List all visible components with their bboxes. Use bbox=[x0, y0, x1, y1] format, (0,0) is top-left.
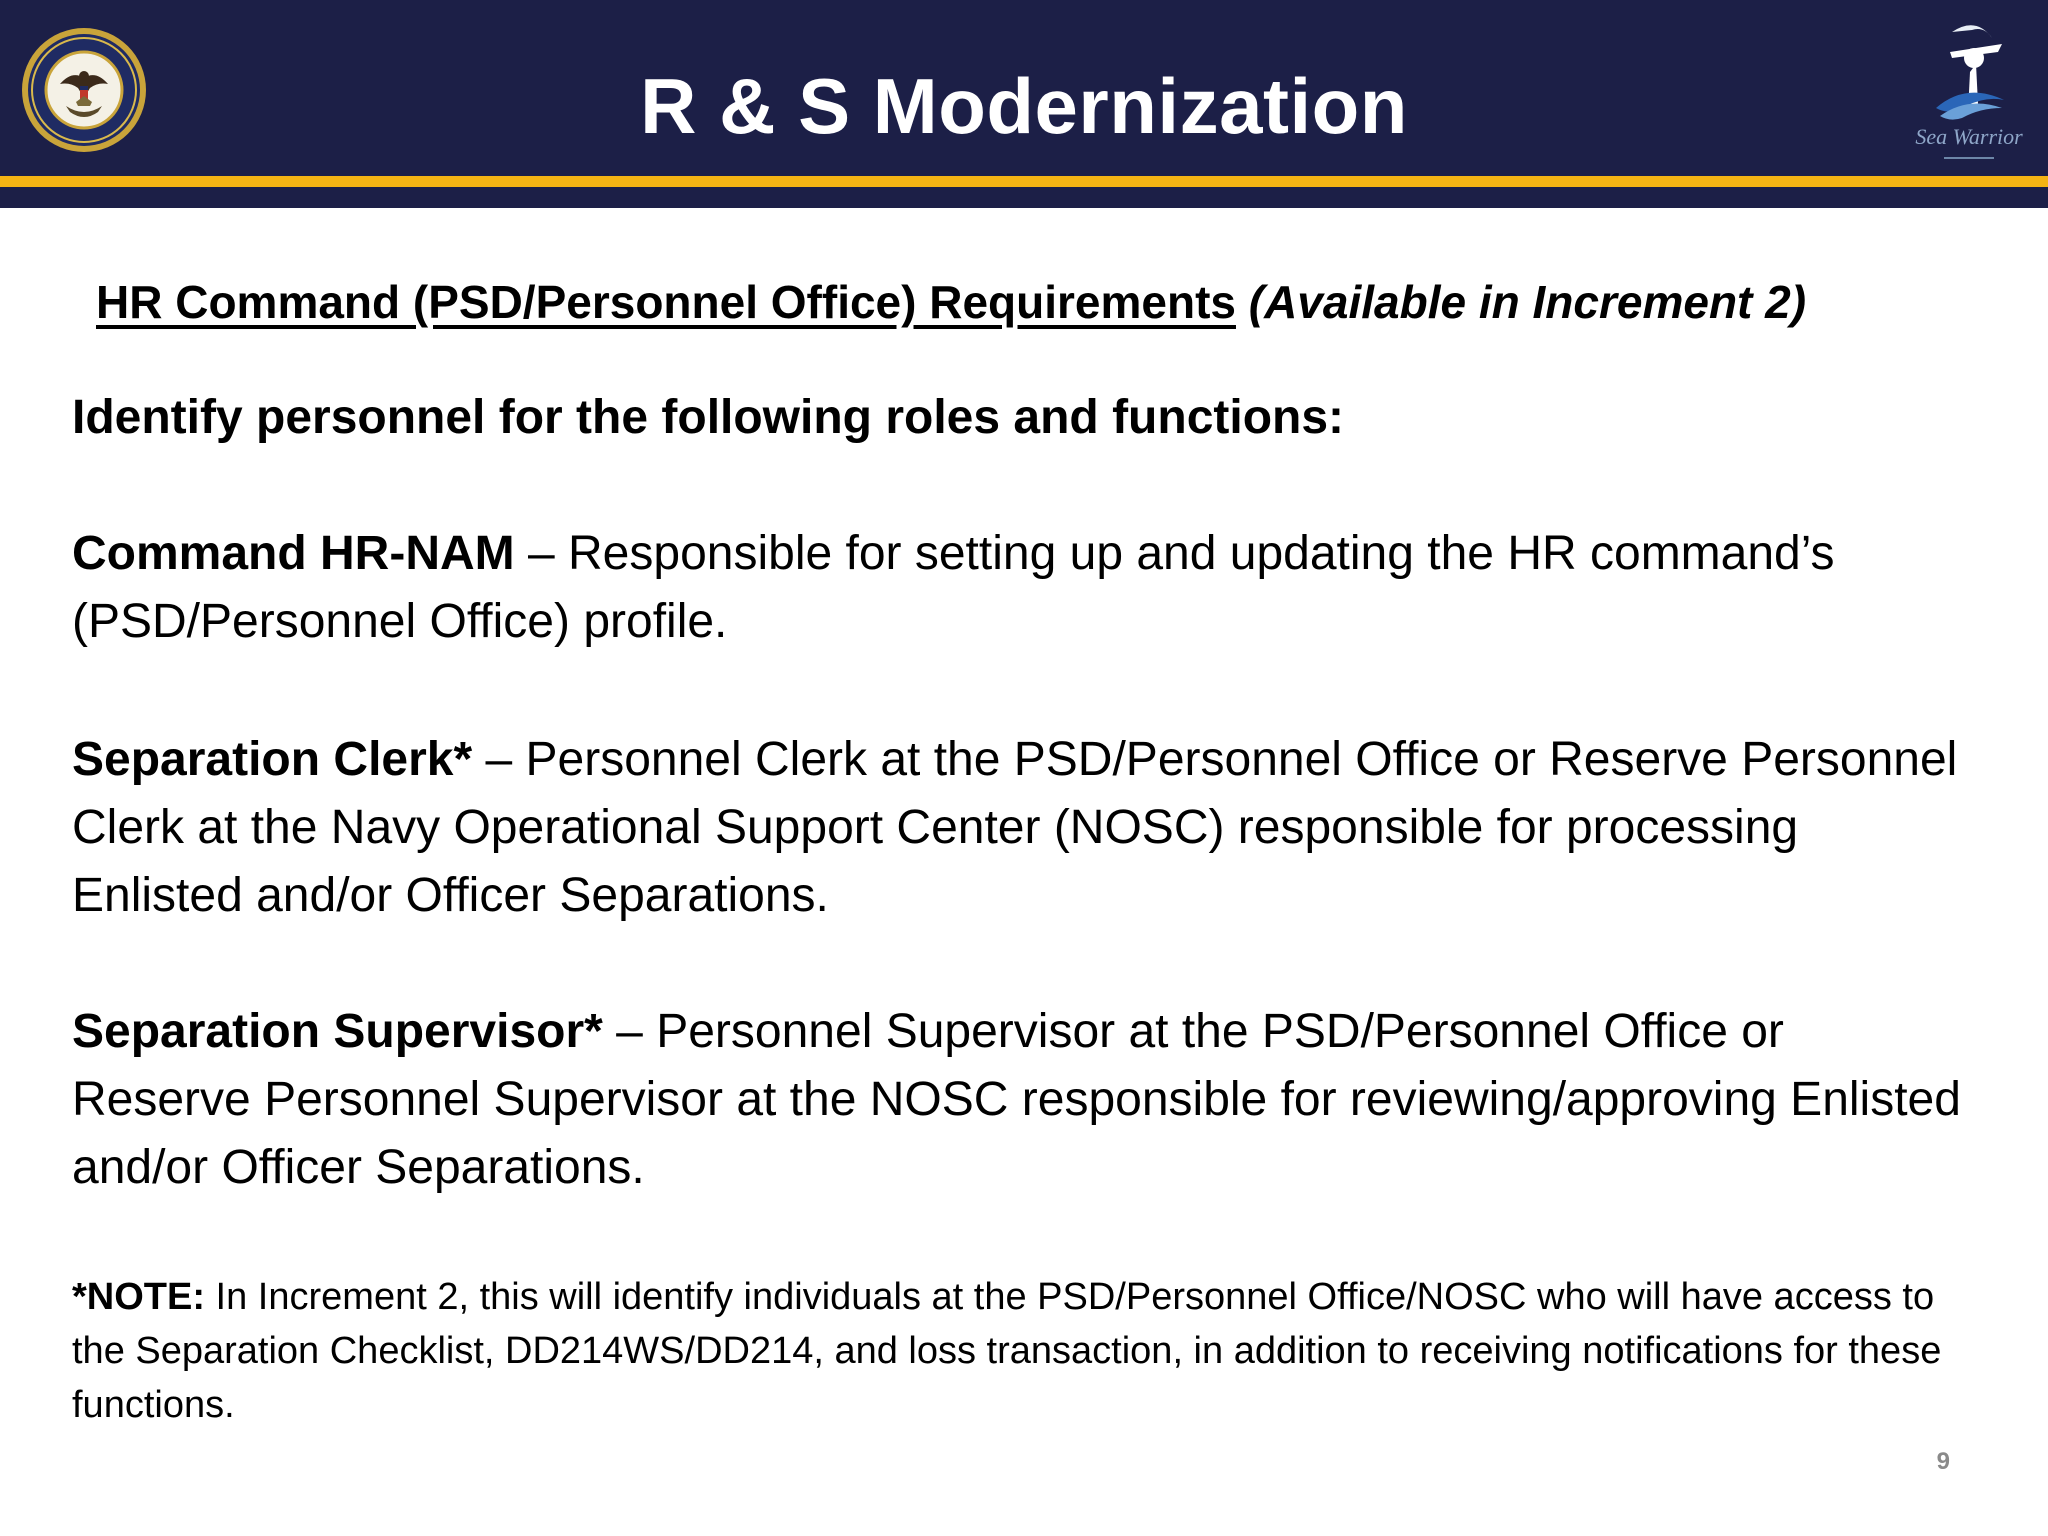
requirements-heading bbox=[96, 270, 1976, 334]
intro-text: Identify personnel for the following roles and functions: bbox=[72, 391, 1345, 444]
role-term: Command HR-NAM bbox=[72, 527, 515, 580]
navy-stripe bbox=[0, 187, 2048, 208]
sea-warrior-logo-icon bbox=[1906, 12, 2032, 168]
note-body: In Increment 2, this will identify individuals at the PSD/Personnel Office/NOSC who will have access to the Separation Checklist, DD214WS/DD214, and loss transaction, in addition to receiving notifications for these functions. bbox=[72, 1276, 1942, 1426]
role-command-hr-nam bbox=[72, 520, 1972, 656]
requirements-heading-qualifier: (Available in Increment 2) bbox=[1248, 276, 1807, 328]
role-description: – Responsible for setting up and updating the HR command’s (PSD/Personnel Office) profile. bbox=[72, 527, 1835, 648]
svg-text:Sea Warrior: Sea Warrior bbox=[1915, 124, 2023, 149]
slide-title: R & S Modernization bbox=[640, 62, 1408, 150]
role-term: Separation Clerk* bbox=[72, 733, 473, 786]
requirements-heading-main: HR Command (PSD/Personnel Office) Requirements bbox=[96, 276, 1236, 328]
role-separation-clerk bbox=[72, 726, 1972, 930]
role-term: Separation Supervisor* bbox=[72, 1005, 603, 1058]
note-text bbox=[72, 1270, 1972, 1432]
page-number: 9 bbox=[1936, 1448, 1950, 1475]
role-separation-supervisor bbox=[72, 998, 1972, 1202]
gold-stripe bbox=[0, 176, 2048, 187]
note-label: *NOTE: bbox=[72, 1276, 205, 1318]
role-description: – Personnel Clerk at the PSD/Personnel Office or Reserve Personnel Clerk at the Navy Operational Support Center (NOSC) responsible for processing Enlisted and/or Officer Separations. bbox=[72, 733, 1958, 922]
role-description: – Personnel Supervisor at the PSD/Personnel Office or Reserve Personnel Supervisor at the NOSC responsible for reviewing/approving Enlisted and/or Officer Separations. bbox=[72, 1005, 1961, 1194]
